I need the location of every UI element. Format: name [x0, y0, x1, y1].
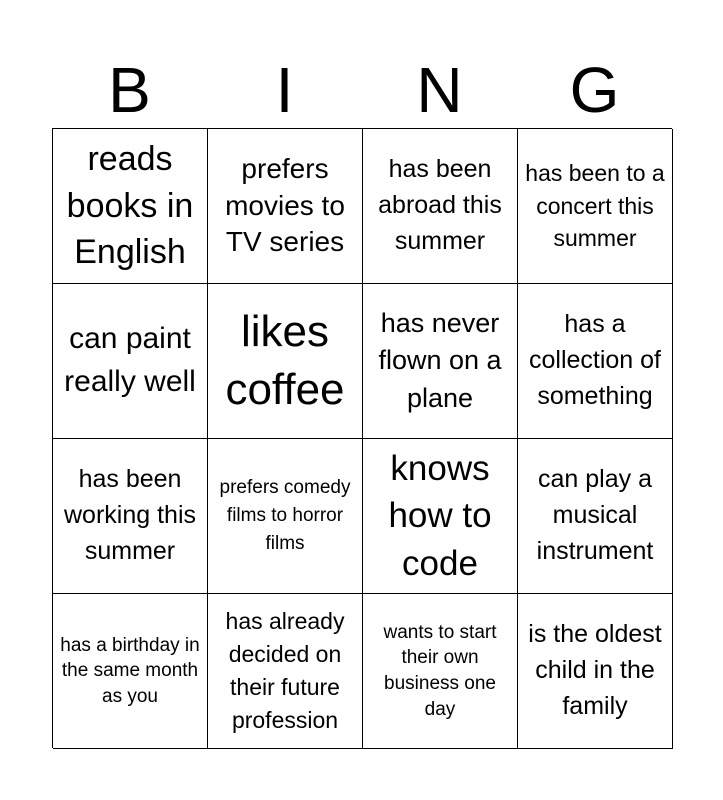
bingo-cell[interactable] [53, 129, 208, 284]
header-letter-n: N [416, 54, 463, 126]
cell-text: has never flown on a plane [378, 308, 502, 413]
cell-text: is the oldest child in the family [528, 620, 662, 720]
bingo-cell[interactable] [518, 594, 673, 749]
cell-text: has been working this summer [64, 465, 196, 565]
cell-text: reads books in English [66, 139, 194, 272]
cell-text: has already decided on their future profession [225, 608, 345, 733]
bingo-cell[interactable] [208, 284, 363, 439]
header-letter-b: B [108, 54, 151, 126]
bingo-cell[interactable] [363, 594, 518, 749]
cell-text: prefers comedy films to horror films [219, 476, 351, 555]
bingo-cell[interactable] [208, 129, 363, 284]
bingo-cell[interactable] [363, 439, 518, 594]
bingo-cell[interactable] [363, 129, 518, 284]
bingo-cell[interactable] [53, 284, 208, 439]
cell-text: has been abroad this summer [378, 155, 502, 255]
bingo-cell[interactable] [53, 594, 208, 749]
bingo-cell[interactable] [518, 284, 673, 439]
cell-text: wants to start their own business one day [383, 621, 497, 720]
header-letter-g: G [569, 54, 620, 126]
bingo-cell[interactable] [53, 439, 208, 594]
cell-text: has a birthday in the same month as you [60, 634, 200, 707]
cell-text: has a collection of something [528, 310, 662, 410]
cell-text: prefers movies to TV series [225, 153, 345, 258]
bingo-header [52, 52, 672, 128]
cell-text: can paint really well [64, 322, 196, 398]
bingo-cell[interactable] [518, 129, 673, 284]
cell-text: has been to a concert this summer [525, 159, 665, 252]
bingo-cell[interactable] [208, 439, 363, 594]
bingo-grid [52, 128, 672, 748]
cell-text: knows how to code [388, 449, 492, 583]
bingo-cell[interactable] [208, 594, 363, 749]
bingo-cell[interactable] [518, 439, 673, 594]
bingo-cell[interactable] [363, 284, 518, 439]
cell-text: likes coffee [225, 306, 345, 414]
header-letter-i: I [275, 54, 294, 126]
cell-text: can play a musical instrument [536, 465, 654, 565]
